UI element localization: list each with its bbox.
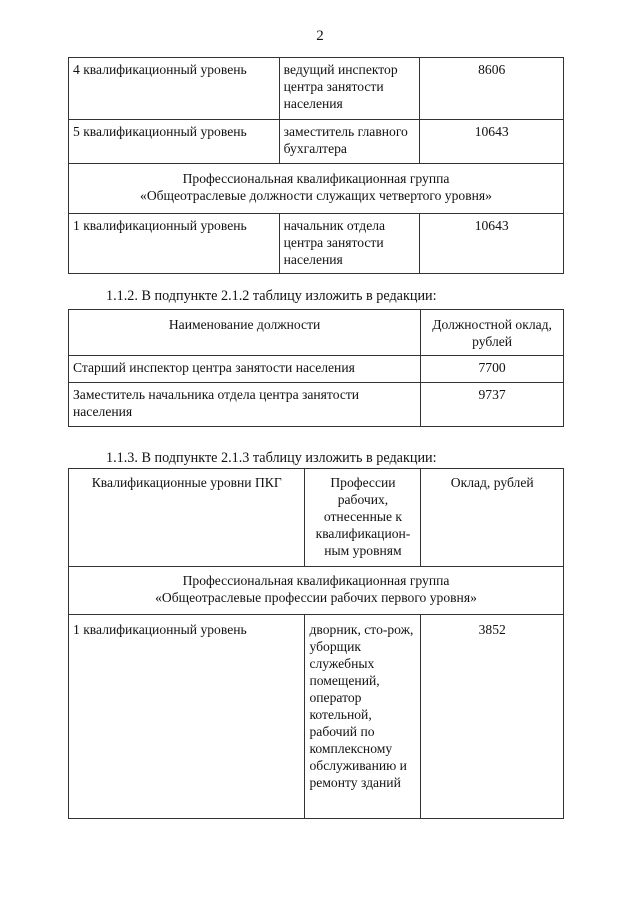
level-cell: 1 квалификационный уровень [69, 214, 280, 274]
salary-cell: 10643 [420, 120, 564, 164]
position-cell: Старший инспектор центра занятости населения [69, 356, 421, 383]
group-title-line-2: «Общеотраслевые профессии рабочих первого уровня» [155, 590, 477, 605]
page-number: 2 [316, 28, 324, 44]
salary-cell: 8606 [420, 58, 564, 120]
paragraph-1-1-2: 1.1.2. В подпункте 2.1.2 таблицу изложить в редакции: [106, 288, 437, 304]
table-continued [68, 57, 564, 274]
table-row [69, 214, 564, 274]
header-level: Квалификационные уровни ПКГ [69, 469, 305, 567]
position-cell: начальник отдела центра занятости населения [279, 214, 420, 274]
group-row [69, 567, 564, 615]
group-title-line-2: «Общеотраслевые должности служащих четвертого уровня» [140, 188, 492, 203]
professions-cell: дворник, сто-рож, уборщик служебных помещений, оператор котельной, рабочий по комплексному обслуживанию и ремонту зданий [305, 615, 421, 819]
group-title-line-1: Профессиональная квалификационная группа [182, 171, 450, 186]
paragraph-1-1-3: 1.1.3. В подпункте 2.1.3 таблицу изложить в редакции: [106, 450, 437, 466]
table-row [69, 615, 564, 819]
position-cell: ведущий инспектор центра занятости населения [279, 58, 420, 120]
group-row [69, 164, 564, 214]
table-header-row [69, 469, 564, 567]
table-row [69, 356, 564, 383]
group-title-cell [69, 164, 564, 214]
position-cell: заместитель главного бухгалтера [279, 120, 420, 164]
table-2-1-3 [68, 468, 564, 819]
table-row [69, 120, 564, 164]
header-position: Наименование должности [69, 310, 421, 356]
level-cell: 1 квалификационный уровень [69, 615, 305, 819]
level-cell: 5 квалификационный уровень [69, 120, 280, 164]
salary-cell: 7700 [421, 356, 564, 383]
table-2-1-2 [68, 309, 564, 427]
header-salary: Оклад, рублей [421, 469, 564, 567]
header-professions: Профессии рабочих, отнесенные к квалификацион-ным уровням [305, 469, 421, 567]
group-title-cell [69, 567, 564, 615]
table-row [69, 58, 564, 120]
position-cell: Заместитель начальника отдела центра занятости населения [69, 383, 421, 427]
table-header-row [69, 310, 564, 356]
group-title-line-1: Профессиональная квалификационная группа [182, 573, 450, 588]
level-cell: 4 квалификационный уровень [69, 58, 280, 120]
salary-cell: 10643 [420, 214, 564, 274]
salary-cell: 9737 [421, 383, 564, 427]
salary-cell: 3852 [421, 615, 564, 819]
table-row [69, 383, 564, 427]
header-salary: Должностной оклад, рублей [421, 310, 564, 356]
